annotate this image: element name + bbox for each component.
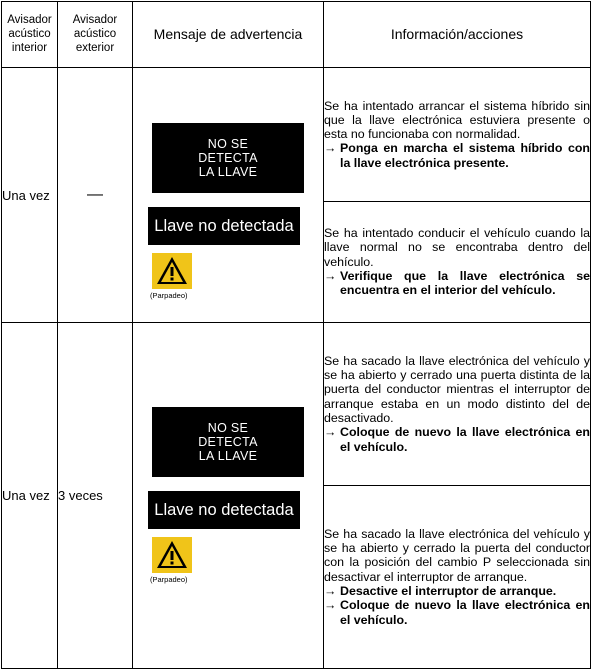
action-text: Verifique que la llave electrónica se encuentra en el interior del vehículo. [340, 269, 590, 298]
screen-line: NO SE [207, 421, 249, 436]
interior-sound: Una vez [2, 323, 58, 669]
action-item [324, 141, 590, 170]
header-exterior: Avisador acústico exterior [58, 2, 133, 68]
action-text: Coloque de nuevo la llave electrónica en el vehículo. [340, 425, 590, 454]
info-text: Se ha sacado la llave electrónica del vehículo y se ha abierto y cerrado una puerta distinta de la puerta del conductor mientras el interruptor de arranque estaba en un modo distinto del de desactivado. [324, 353, 590, 426]
action-item [324, 425, 590, 454]
display-message-box [148, 207, 300, 245]
blink-note: (Parpadeo) [150, 575, 188, 585]
screen-line: LA LLAVE [198, 165, 258, 180]
info-cell [324, 201, 591, 322]
message-cell-top [133, 67, 324, 201]
arrow-icon: → [324, 598, 337, 613]
display-text: Llave no detectada [154, 500, 294, 519]
screen-line: NO SE [207, 137, 249, 152]
header-row [2, 2, 591, 68]
info-cell [324, 485, 591, 668]
warning-triangle-icon [155, 255, 189, 287]
screen-line: DETECTA [198, 151, 258, 166]
screen-message-box [152, 123, 304, 193]
interior-sound: Una vez [2, 67, 58, 322]
display-text: Llave no detectada [154, 216, 294, 235]
arrow-icon: → [324, 141, 337, 156]
message-cell-bottom [133, 485, 324, 668]
header-message: Mensaje de advertencia [133, 2, 324, 68]
action-item [324, 598, 590, 627]
exterior-sound: 3 veces [58, 323, 133, 669]
message-cell-bottom [133, 201, 324, 322]
screen-line: LA LLAVE [198, 449, 258, 464]
action-text: Ponga en marcha el sistema híbrido con la llave electrónica presente. [340, 141, 590, 170]
display-message-box [148, 491, 300, 529]
exterior-sound: — [58, 67, 133, 322]
info-text: Se ha sacado la llave electrónica del vehículo y se ha abierto y cerrado la puerta del conductor con la posición del cambio P seleccionada sin desactivar el interruptor de arranque. [324, 526, 590, 584]
warning-table [1, 1, 591, 669]
action-item [324, 269, 590, 298]
blink-note: (Parpadeo) [150, 291, 188, 301]
screen-message-box [152, 407, 304, 477]
warning-triangle-icon [152, 537, 192, 573]
info-text: Se ha intentado arrancar el sistema híbrido sin que la llave electrónica estuviera presente o esta no funcionaba con normalidad. [324, 98, 590, 142]
warning-triangle-icon [152, 253, 192, 289]
info-cell [324, 67, 591, 201]
info-cell [324, 323, 591, 486]
action-item [324, 584, 590, 598]
table-row [2, 67, 591, 201]
table-row [2, 323, 591, 486]
arrow-icon: → [324, 269, 337, 284]
header-interior: Avisador acústico interior [2, 2, 58, 68]
arrow-icon: → [324, 584, 337, 599]
action-text: Desactive el interruptor de arranque. [340, 584, 557, 599]
arrow-icon: → [324, 425, 337, 440]
message-cell-top [133, 323, 324, 486]
action-text: Coloque de nuevo la llave electrónica en el vehículo. [340, 598, 590, 627]
info-text: Se ha intentado conducir el vehículo cuando la llave normal no se encontraba dentro del vehículo. [324, 226, 590, 269]
header-info: Información/acciones [324, 2, 591, 68]
screen-line: DETECTA [198, 435, 258, 450]
warning-triangle-icon [155, 539, 189, 571]
